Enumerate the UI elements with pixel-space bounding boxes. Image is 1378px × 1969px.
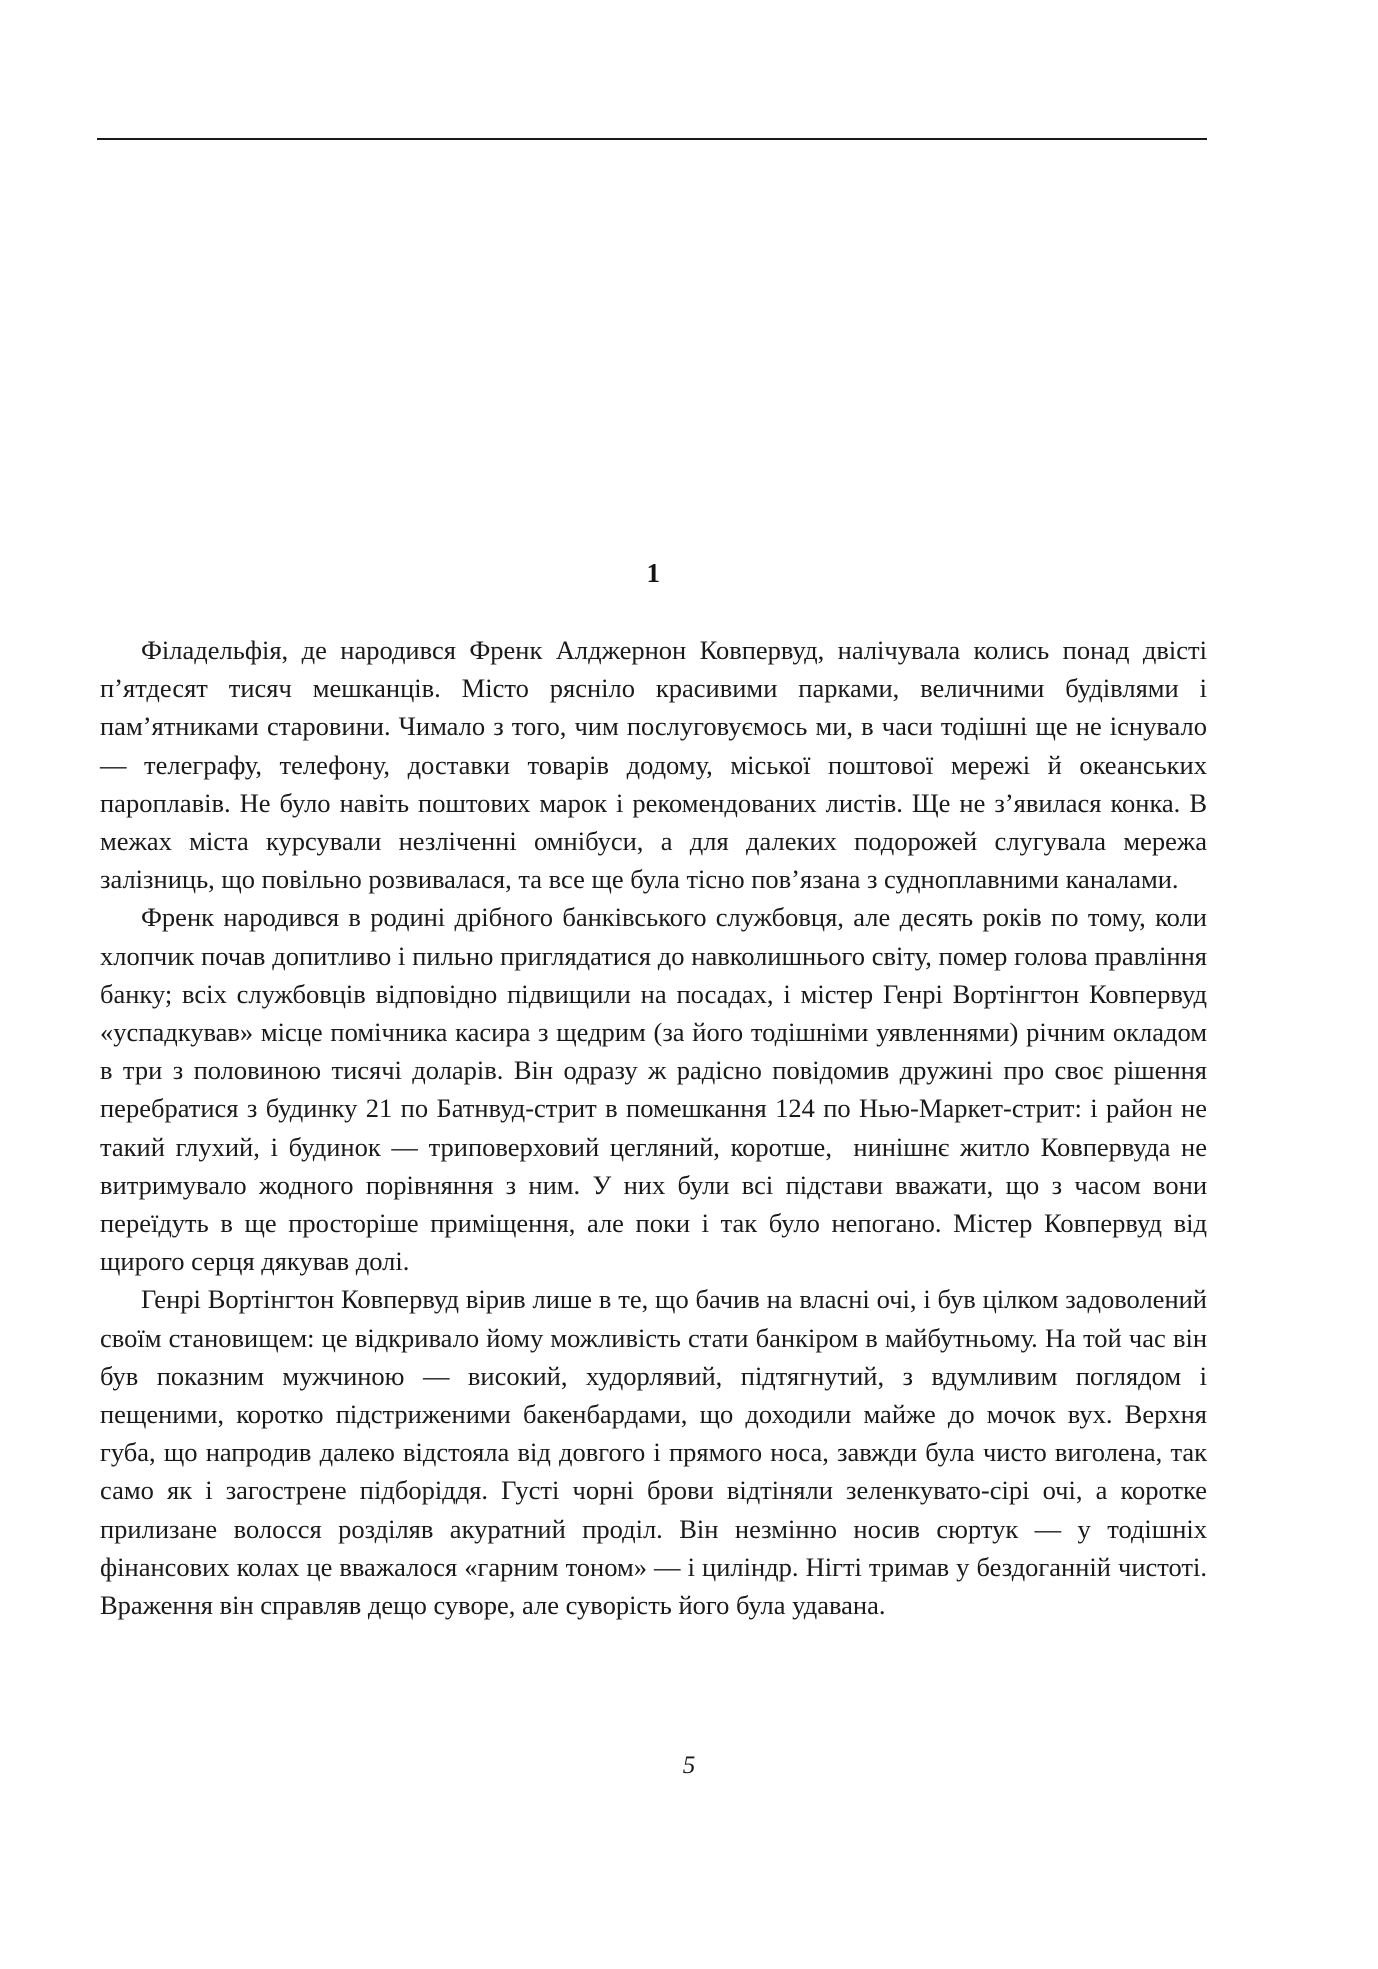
page-number: 5 (682, 1752, 696, 1779)
body-paragraph: Френк народився в родині дрібного банківського службовця, але десять років по тому, коли хлопчик почав допитливо і пильно приглядатися до навколишнього світу, помер голова правління банку; всіх службовців відповідно підвищили на посадах, і містер Генрі Вортінгтон Ковпервуд «успадкував» місце помічника касира з щедрим (за його тодішніми уявленнями) річним окладом в три з половиною тисячі доларів. Він одразу ж радісно повідомив дружині про своє рішення перебратися з будинку 21 по Батнвуд-стрит в помешкання 124 по Нью-Маркет-стрит: і район не такий глухий, і будинок — триповерховий цегляний, коротше, нинішнє житло Ковпервуда не витримувало жодного порівняння з ним. У них були всі підстави вважати, що з часом вони переїдуть в ще просторіше приміщення, але поки і так було непогано. Містер Ковпервуд від щирого серця дякував долі. (100, 902, 1214, 1277)
header-divider-rule (97, 138, 1207, 140)
body-paragraph: Філадельфія, де народився Френк Алджернон Ковпервуд, налічувала колись понад двісті п’ятдесят тисяч мешканців. Місто рясніло красивими парками, величними будівлями і пам’ятниками старовини. Чимало з того, чим послуговуємось ми, в часи тодішні ще не існувало — телеграфу, телефону, доставки товарів додому, міської поштової мережі й океанських пароплавів. Не було навіть поштових марок і рекомендованих листів. Ще не з’явилася конка. В межах міста курсували незліченні омнібуси, а для далеких подорожей слугувала мережа залізниць, що повільно розвивалася, та все ще була тісно пов’язана з судноплавними каналами. (100, 635, 1214, 895)
body-paragraph: Генрі Вортінгтон Ковпервуд вірив лише в те, що бачив на власні очі, і був цілком задоволений своїм становищем: це відкривало йому можливість стати банкіром в майбутньому. На той час він був показним мужчиною — високий, худорлявий, підтягнутий, з вдумливим поглядом і пещеними, коротко підстриженими бакенбардами, що доходили майже до мочок вух. Верхня губа, що напродив далеко відстояла від довгого і прямого носа, завжди була чисто виголена, так само як і загострене підборіддя. Густі чорні брови відтіняли зеленкувато-сірі очі, а коротке прилизане волосся розділяв акуратний проділ. Він незмінно носив сюртук — у тодішніх фінансових колах це вважалося «гарним тоном» — і циліндр. Нігті тримав у бездоганній чистоті. Враження він справляв дещо суворе, але суворість його була удавана. (100, 1284, 1214, 1621)
chapter-number-heading: 1 (646, 558, 661, 588)
page-content (100, 558, 1214, 1624)
